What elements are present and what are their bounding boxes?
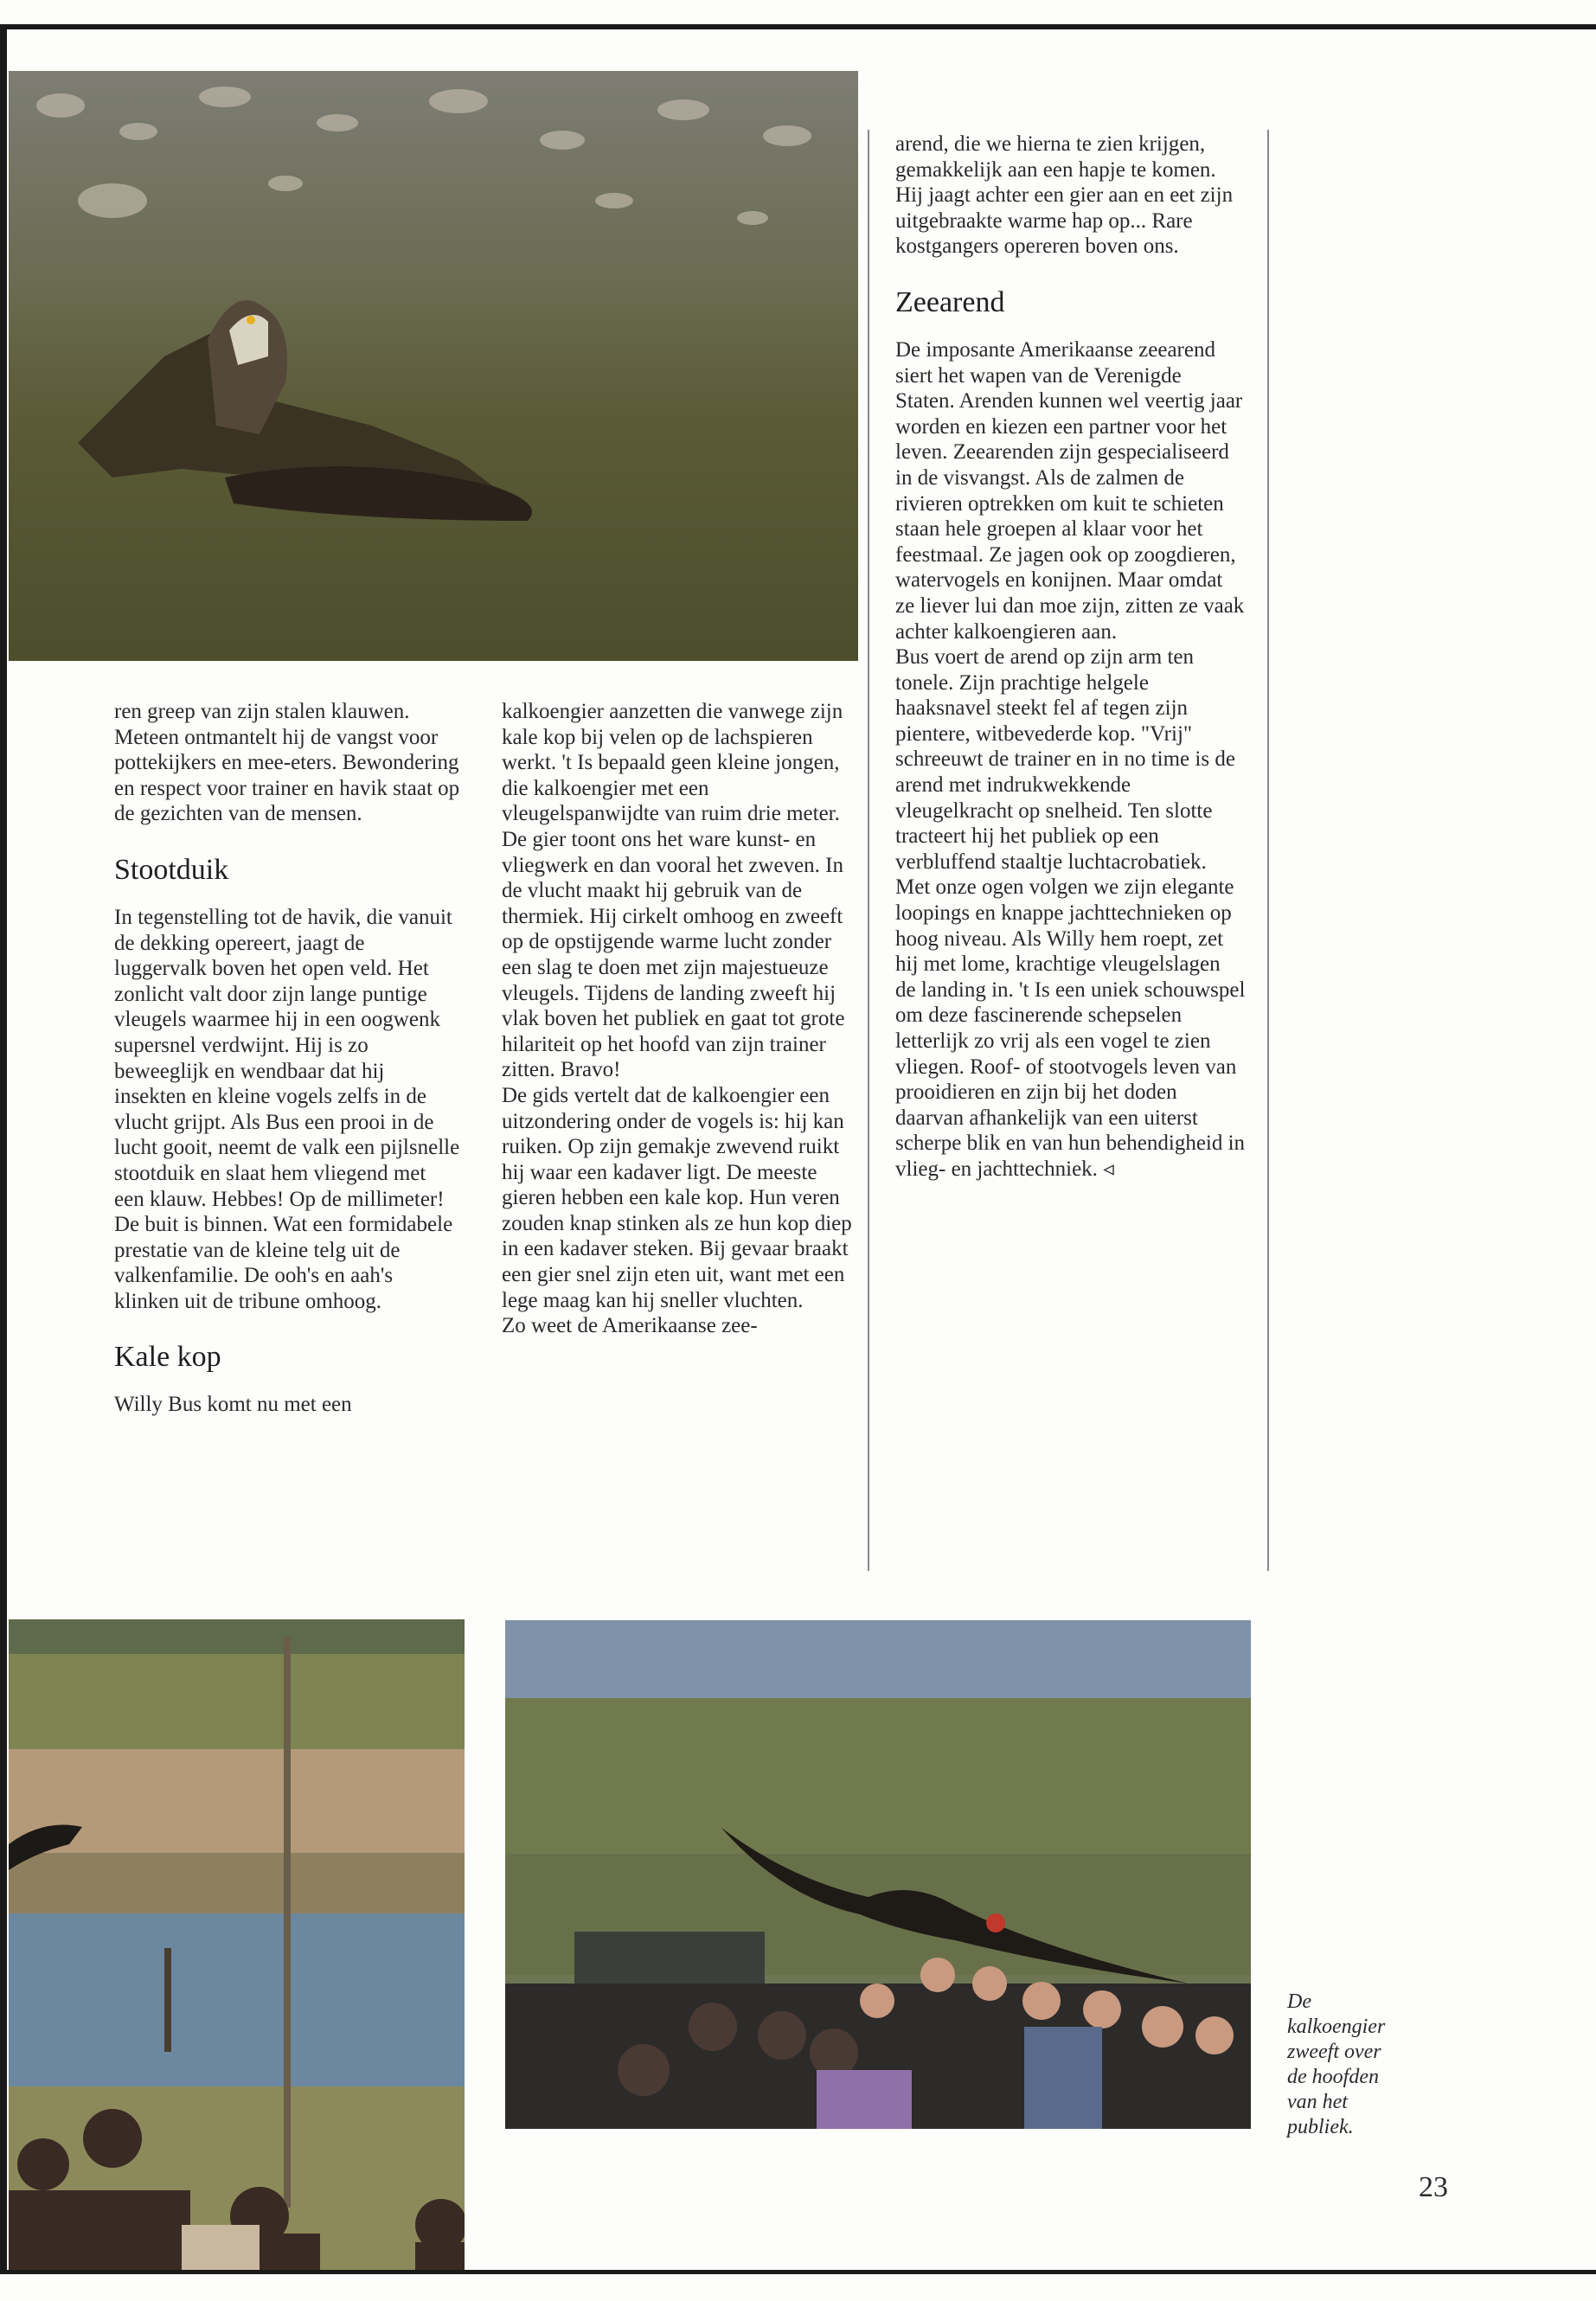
photo-hawk-with-prey <box>9 71 858 661</box>
top-border <box>0 24 1596 29</box>
page-number: 23 <box>1419 2171 1448 2203</box>
photo-caption: De kalkoengier zweeft over de hoofden van het publiek. <box>1287 1990 1386 2138</box>
column-divider <box>868 130 869 1571</box>
col3-para-2-text: Bus voert de arend op zijn arm ten tonele. Zijn prachtige helgele haaksnavel steekt fel af tegen zijn pientere, witbevederde kop. "Vrij" schreeuwt de trainer en in no time is de arend met indrukwekkende vleugelkracht op snelheid. Ten slotte tracteert hij het publiek op een verbluffend staaltje luchtacrobatiek. Met onze ogen volgen we zijn elegante loopings en knappe jachttechnieken op hoog niveau. Als Willy hem roept, zet hij met lome, krachtige vleugelslagen de landing in. 't Is een uniek schouwspel om deze fascinerende schepselen letterlijk zo vrij als een vogel te zien vliegen. Roof- of stootvogels leven van prooidieren en zijn bij het doden daarvan afhankelijk van een uiterst scherpe blik en van hun behendigheid in vlieg- en jachttechniek. <box>895 645 1246 1181</box>
right-column-divider <box>1267 130 1269 1571</box>
col2-para-3: Zo weet de Amerikaanse zee- <box>502 1314 758 1338</box>
heading-zeearend: Zeearend <box>895 285 1005 318</box>
heading-stootduik: Stootduik <box>114 853 229 886</box>
col1-intro: ren greep van zijn stalen klauwen. Meteen ontmantelt hij de vangst voor pottekijkers en mee-eters. Bewondering en respect voor trainer en havik staat op de gezichten van de mensen. <box>114 700 460 826</box>
photo-vulture-over-crowd <box>505 1620 1251 2129</box>
col3-para-1: De imposante Amerikaanse zeearend siert het wapen van de Verenigde Staten. Arenden kunnen wel veertig jaar worden en kiezen een partner voor het leven. Zeearenden zijn gespecialiseerd in de visvangst. Als de zalmen de rivieren optrekken om kuit te schieten staan hele groepen al klaar voor het feestmaal. Ze jagen ook op zoogdieren, watervogels en konijnen. Maar omdat ze liever lui dan moe zijn, zitten ze vaak achter kalkoengieren aan. <box>895 337 1245 644</box>
col1-para-1: In tegenstelling tot de havik, die vanuit de dekking opereert, jaagt de luggervalk boven het open veld. Het zonlicht valt door zijn lange puntige vleugels waarmee hij in een oogwenk supersnel verdwijnt. Hij is zo beweeglijk en wendbaar dat hij insekten en kleine vogels zelfs in de vlucht grijpt. Als Bus een prooi in de lucht gooit, neemt de valk een pijlsnelle stootduik en slaat hem vliegend met een klauw. Hebbes! Op de millimeter! De buit is binnen. Wat een formidabele prestatie van de kleine telg uit de valkenfamilie. De ooh's en aah's klinken uit de tribune omhoog. <box>114 905 460 1313</box>
col1-para-2: Willy Bus komt nu met een <box>114 1393 352 1417</box>
col3-para-2 <box>895 644 1246 1182</box>
heading-kale-kop: Kale kop <box>114 1341 221 1374</box>
end-mark: ◃ <box>1103 1157 1114 1181</box>
photo-pond-spectators <box>9 1619 465 2270</box>
left-border <box>0 24 7 2273</box>
text-column-1 <box>114 699 460 1418</box>
col2-para-1: kalkoengier aanzetten die vanwege zijn kale kop bij velen op de lachspieren werkt. 't Is bepaald geen kleine jongen, die kalkoengier met een vleugelspanwijdte van ruim drie meter. De gier toont ons het ware kunst- en vliegwerk en dan vooral het zweven. In de vlucht maakt hij gebruik van de thermiek. Hij cirkelt omhoog en zweeft op de opstijgende warme lucht zonder een slag te doen met zijn majestueuze vleugels. Tijdens de landing zweeft hij vlak boven het publiek en gaat tot grote hilariteit op het hoofd van zijn trainer zitten. Bravo! <box>502 700 845 1082</box>
col3-intro: arend, die we hierna te zien krijgen, gemakkelijk aan een hapje te komen. Hij jaagt achter een gier aan en eet zijn uitgebraakte warme hap op... Rare kostgangers opereren boven ons. <box>895 132 1234 259</box>
text-column-3 <box>895 131 1246 1183</box>
col2-para-2: De gids vertelt dat de kalkoengier een uitzondering onder de vogels is: hij kan ruiken. Op zijn gemakje zwevend ruikt hij waar een kadaver ligt. De meeste gieren hebben een kale kop. Hun veren zouden knap stinken als ze hun kop diep in een kadaver steken. Bij gevaar braakt een gier snel zijn eten uit, want met een lege maag kan hij sneller vluchten. <box>502 1083 852 1312</box>
bottom-border <box>0 2270 1596 2274</box>
text-column-2 <box>502 699 852 1339</box>
